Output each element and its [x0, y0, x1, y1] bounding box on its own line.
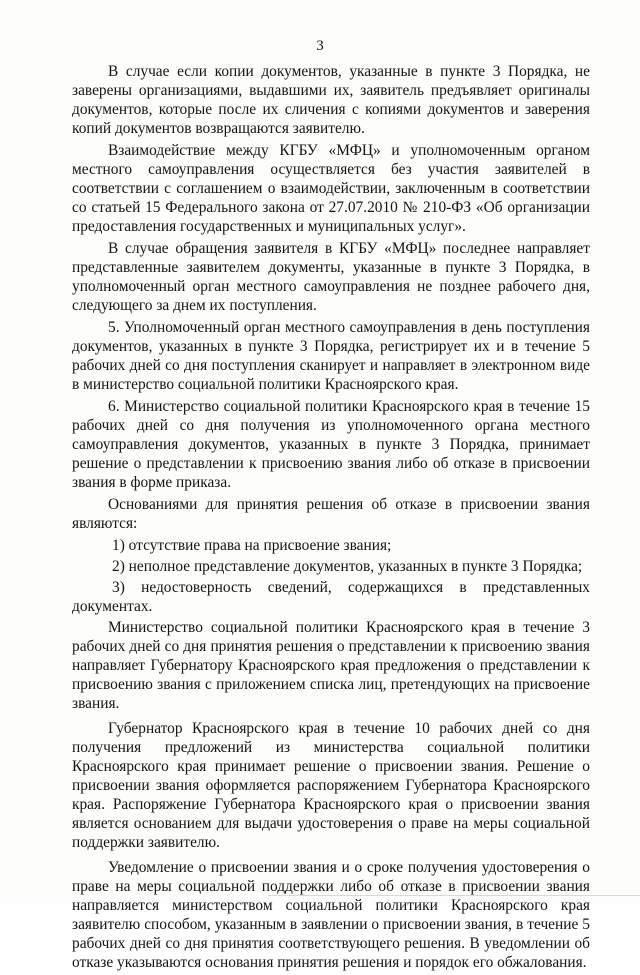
- paragraph-item-6: 6. Министерство социальной политики Красноярского края в течение 15 рабочих дней со дня получения из уполномоченного органа местного самоуправления документов, указанных в пункте 3 Порядка, принимает решение о представлении к присвоению звания либо об отказе в присвоении звания в форме приказа.: [72, 398, 590, 491]
- paragraph-item-5: 5. Уполномоченный орган местного самоуправления в день поступления документов, указанных в пункте 3 Порядка, регистрирует их и в течение 5 рабочих дней со дня поступления сканирует и направляет в электронном виде в министерство социальной политики Красноярского края.: [72, 319, 590, 393]
- refusal-ground-2: 2) неполное представление документов, указанных в пункте 3 Порядка;: [112, 558, 583, 575]
- paragraph-ministry-proposal: Министерство социальной политики Красноярского края в течение 3 рабочих дней со дня принятия решения о представлении к присвоению звания направляет Губернатору Красноярского края предложения о представлении к присвоению звания с приложением списка лиц, претендующих на присвоение звания.: [72, 619, 590, 712]
- paragraph-notification: Уведомление о присвоении звания и о сроке получения удостоверения о праве на меры социальной поддержки либо об отказе в присвоении звания направляется министерством социальной политики Красноярского края заявителю способом, указанным в заявлении о присвоении звания, в течение 5 рабочих дней со дня принятия соответствующего решения. В уведомлении об отказе указываются основания принятия решения и порядок его обжалования.: [72, 859, 590, 971]
- paragraph-mfc-application: В случае обращения заявителя в КГБУ «МФЦ» последнее направляет представленные заявителем документы, указанные в пункте 3 Порядка, в уполномоченный орган местного самоуправления не позднее рабочего дня, следующего за днем их поступления.: [72, 240, 590, 314]
- paragraph-refusal-grounds: Основаниями для принятия решения об отказе в присвоении звания являются:: [72, 496, 590, 532]
- page-number: 3: [316, 38, 324, 54]
- paragraph-governor-decision: Губернатор Красноярского края в течение 10 рабочих дней со дня получения предложений из министерства социальной политики Красноярского края принимает решение о присвоении звания. Решение о присвоении звания оформляется распоряжением Губернатора Красноярского края. Распоряжение Губернатора Красноярского края о присвоении звания является основанием для выдачи удостоверения о праве на меры социальной поддержки заявителю.: [72, 720, 590, 851]
- refusal-ground-1: 1) отсутствие права на присвоение звания;: [112, 537, 392, 554]
- paragraph-copies-not-certified: В случае если копии документов, указанные в пункте 3 Порядка, не заверены организациями, выдавшими их, заявитель предъявляет оригиналы документов, которые после их сличения с копиями документов и заверения копий документов возвращаются заявителю.: [72, 63, 590, 137]
- refusal-ground-3: 3) недостоверность сведений, содержащихся в представленных документах.: [72, 579, 590, 615]
- bottom-divider: [268, 895, 640, 896]
- document-body: [72, 62, 590, 975]
- paragraph-mfc-interaction: Взаимодействие между КГБУ «МФЦ» и уполномоченным органом местного самоуправления осуществляется без участия заявителей в соответствии с соглашением о взаимодействии, заключенным в соответствии со статьей 15 Федерального закона от 27.07.2010 № 210-ФЗ «Об организации предоставления государственных и муниципальных услуг».: [72, 142, 590, 235]
